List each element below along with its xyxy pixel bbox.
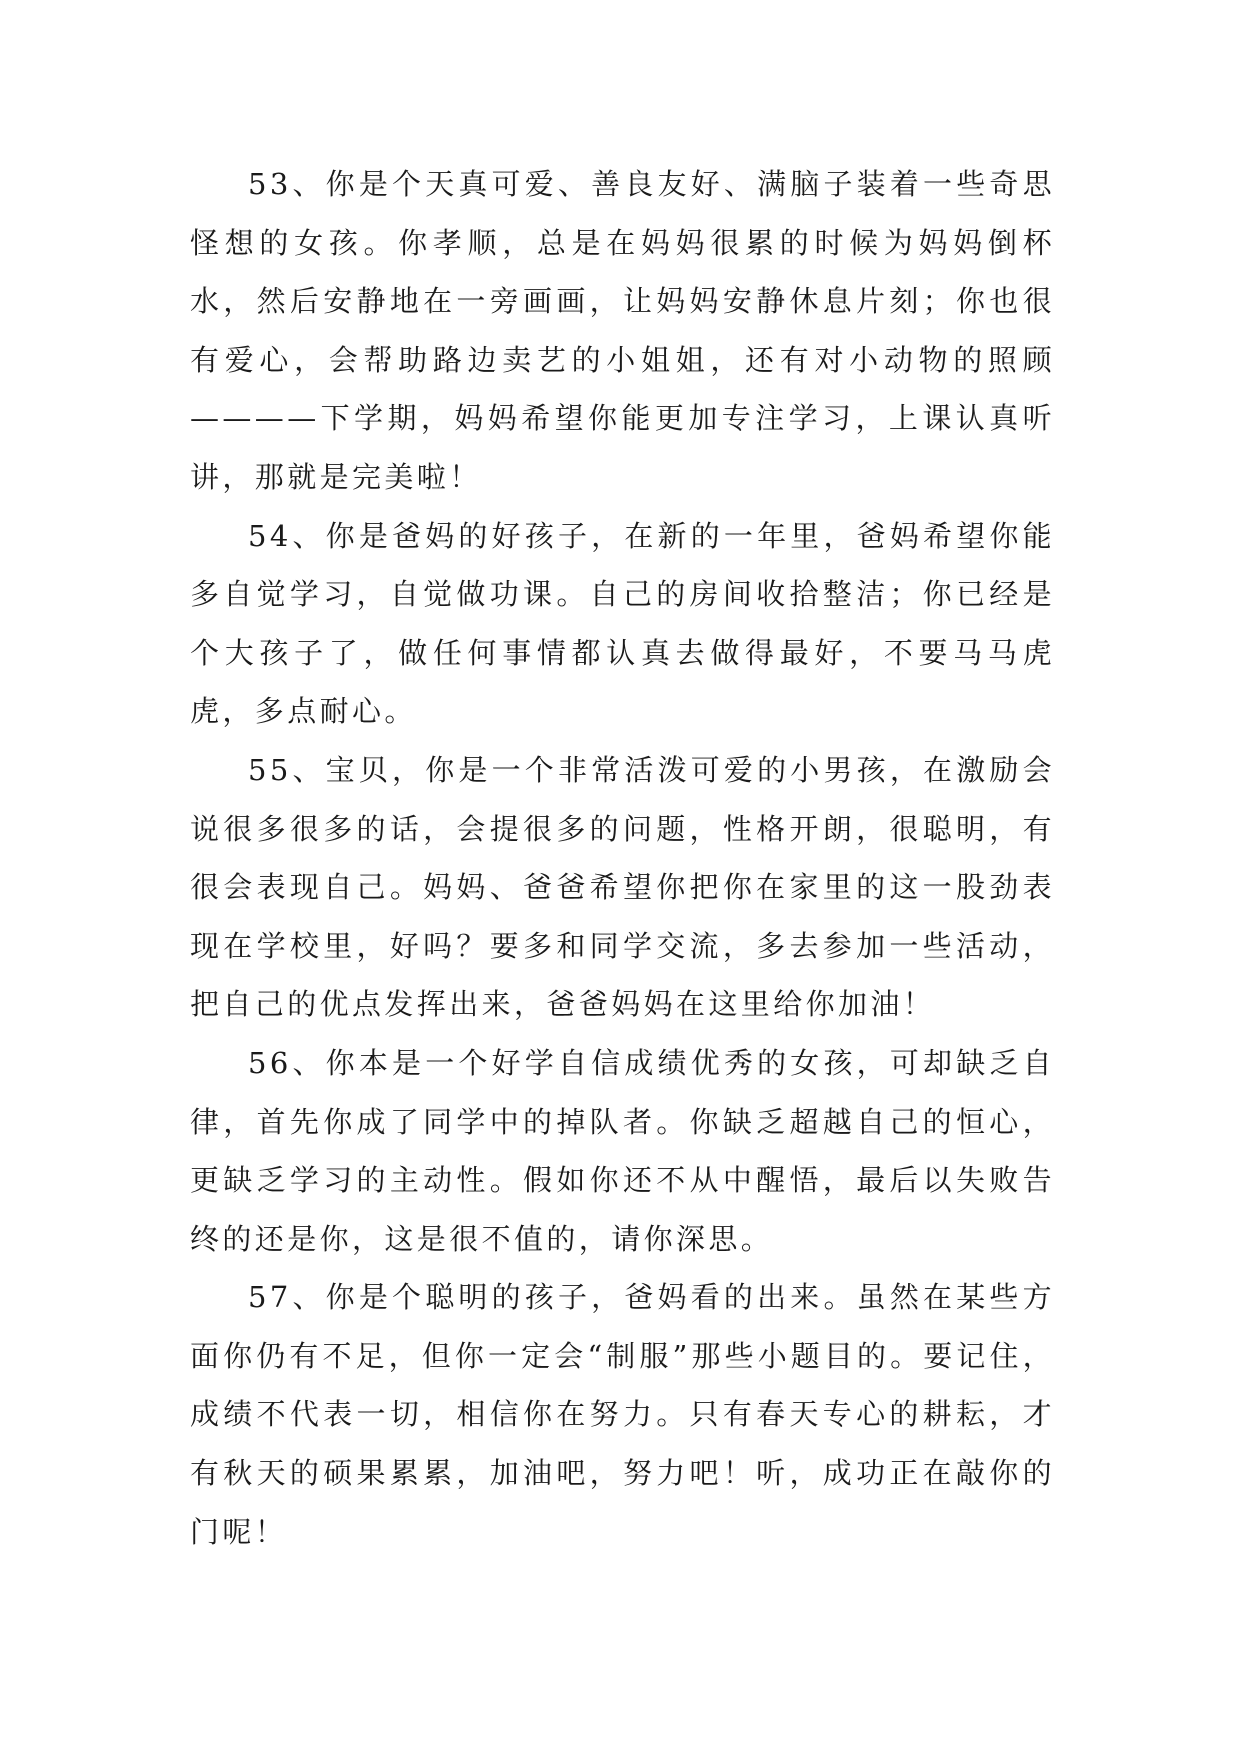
paragraph-56: 56、你本是一个好学自信成绩优秀的女孩，可却缺乏自律，首先你成了同学中的掉队者。你缺乏超越自己的恒心，更缺乏学习的主动性。假如你还不从中醒悟，最后以失败告终的还是你，这是很不值的，请你深思。 bbox=[190, 1045, 1055, 1256]
paragraph-55: 55、宝贝，你是一个非常活泼可爱的小男孩，在激励会说很多很多的话，会提很多的问题，性格开朗，很聪明，有很会表现自己。妈妈、爸爸希望你把你在家里的这一股劲表现在学校里，好吗？要多和同学交流，多去参加一些活动，把自己的优点发挥出来，爸爸妈妈在这里给你加油！ bbox=[190, 752, 1055, 1022]
paragraph-57: 57、你是个聪明的孩子，爸妈看的出来。虽然在某些方面你仍有不足，但你一定会“制服”那些小题目的。要记住，成绩不代表一切，相信你在努力。只有春天专心的耕耘，才有秋天的硕果累累，加油吧，努力吧！听，成功正在敲你的门呢！ bbox=[190, 1280, 1055, 1549]
paragraph-53: 53、你是个天真可爱、善良友好、满脑子装着一些奇思怪想的女孩。你孝顺，总是在妈妈很累的时候为妈妈倒杯水，然后安静地在一旁画画，让妈妈安静休息片刻；你也很有爱心，会帮助路边卖艺的小姐姐，还有对小动物的照顾————下学期，妈妈希望你能更加专注学习，上课认真听讲，那就是完美啦！ bbox=[190, 167, 1055, 494]
document-body bbox=[190, 155, 1055, 1561]
paragraph-54: 54、你是爸妈的好孩子，在新的一年里，爸妈希望你能多自觉学习，自觉做功课。自己的房间收拾整洁；你已经是个大孩子了，做任何事情都认真去做得最好，不要马马虎虎，多点耐心。 bbox=[190, 518, 1055, 729]
